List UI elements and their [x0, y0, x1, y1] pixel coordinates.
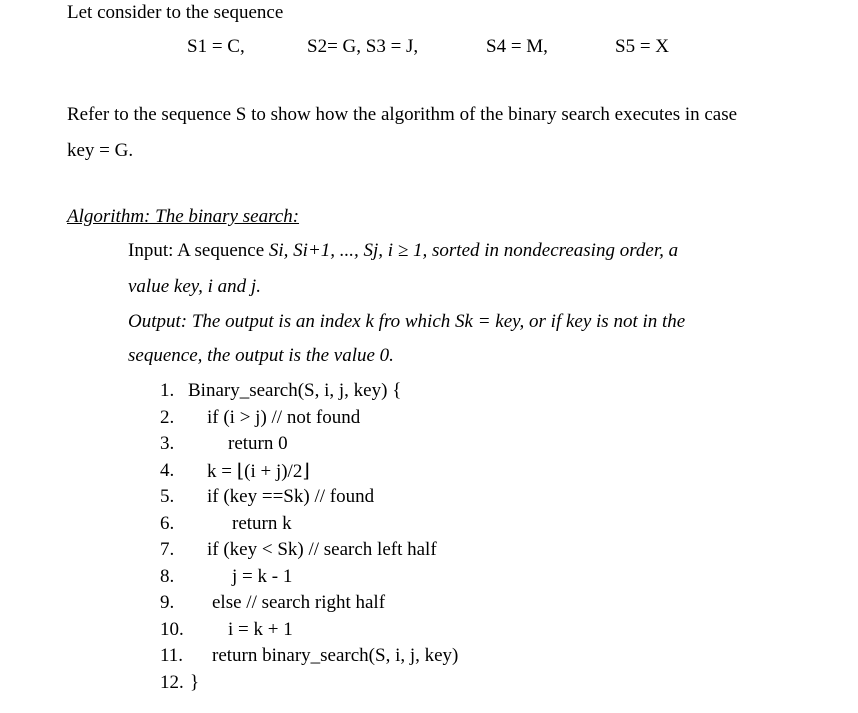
- code-line-text: return binary_search(S, i, j, key): [212, 645, 459, 666]
- input-line-1: [128, 240, 678, 262]
- sequence-s4: S4 = M,: [486, 36, 548, 57]
- code-line-text: if (key ==Sk) // found: [207, 486, 375, 507]
- code-line-text: Binary_search(S, i, j, key) {: [188, 380, 402, 401]
- code-line-text: i = k + 1: [228, 619, 293, 640]
- sequence-s1: S1 = C,: [187, 36, 245, 57]
- algorithm-title: Algorithm: The binary search:: [67, 206, 300, 227]
- input-line-2: value key, i and j.: [128, 276, 261, 297]
- sequence-s5: S5 = X: [615, 36, 670, 57]
- code-line-number: 11.: [160, 645, 184, 666]
- code-line-number: 1.: [160, 380, 175, 401]
- code-line-number: 4.: [160, 460, 175, 481]
- question-line-1: Refer to the sequence S to show how the algorithm of the binary search executes in case: [67, 104, 738, 125]
- code-line-text: return 0: [228, 433, 288, 454]
- input-prefix: Input: A sequence: [128, 240, 269, 261]
- output-line-1: Output: The output is an index k fro which Sk = key, or if key is not in the: [128, 311, 686, 332]
- code-line-number: 5.: [160, 486, 175, 507]
- code-line-text: k = ⌊(i + j)/2⌋: [207, 461, 310, 482]
- output-line-2: sequence, the output is the value 0.: [128, 345, 394, 366]
- code-line-number: 3.: [160, 433, 175, 454]
- question-line-2: key = G.: [67, 140, 134, 161]
- sequence-s2-s3: S2= G, S3 = J,: [307, 36, 419, 57]
- input-italic: Si, Si+1, ..., Sj, i ≥ 1, sorted in nondecreasing order, a: [268, 240, 679, 261]
- code-line-number: 2.: [160, 407, 175, 428]
- code-line-number: 6.: [160, 513, 175, 534]
- code-line-number: 7.: [160, 539, 175, 560]
- code-line-number: 9.: [160, 592, 175, 613]
- code-line-text: }: [190, 672, 200, 693]
- code-line-text: return k: [232, 513, 292, 534]
- code-line-text: if (i > j) // not found: [207, 407, 361, 428]
- code-line-number: 8.: [160, 566, 175, 587]
- code-line-text: j = k - 1: [232, 566, 293, 587]
- code-line-text: if (key < Sk) // search left half: [207, 539, 437, 560]
- intro-text: Let consider to the sequence: [67, 2, 284, 23]
- code-line-number: 10.: [160, 619, 184, 640]
- code-line-number: 12.: [160, 672, 184, 693]
- code-line-text: else // search right half: [212, 592, 386, 613]
